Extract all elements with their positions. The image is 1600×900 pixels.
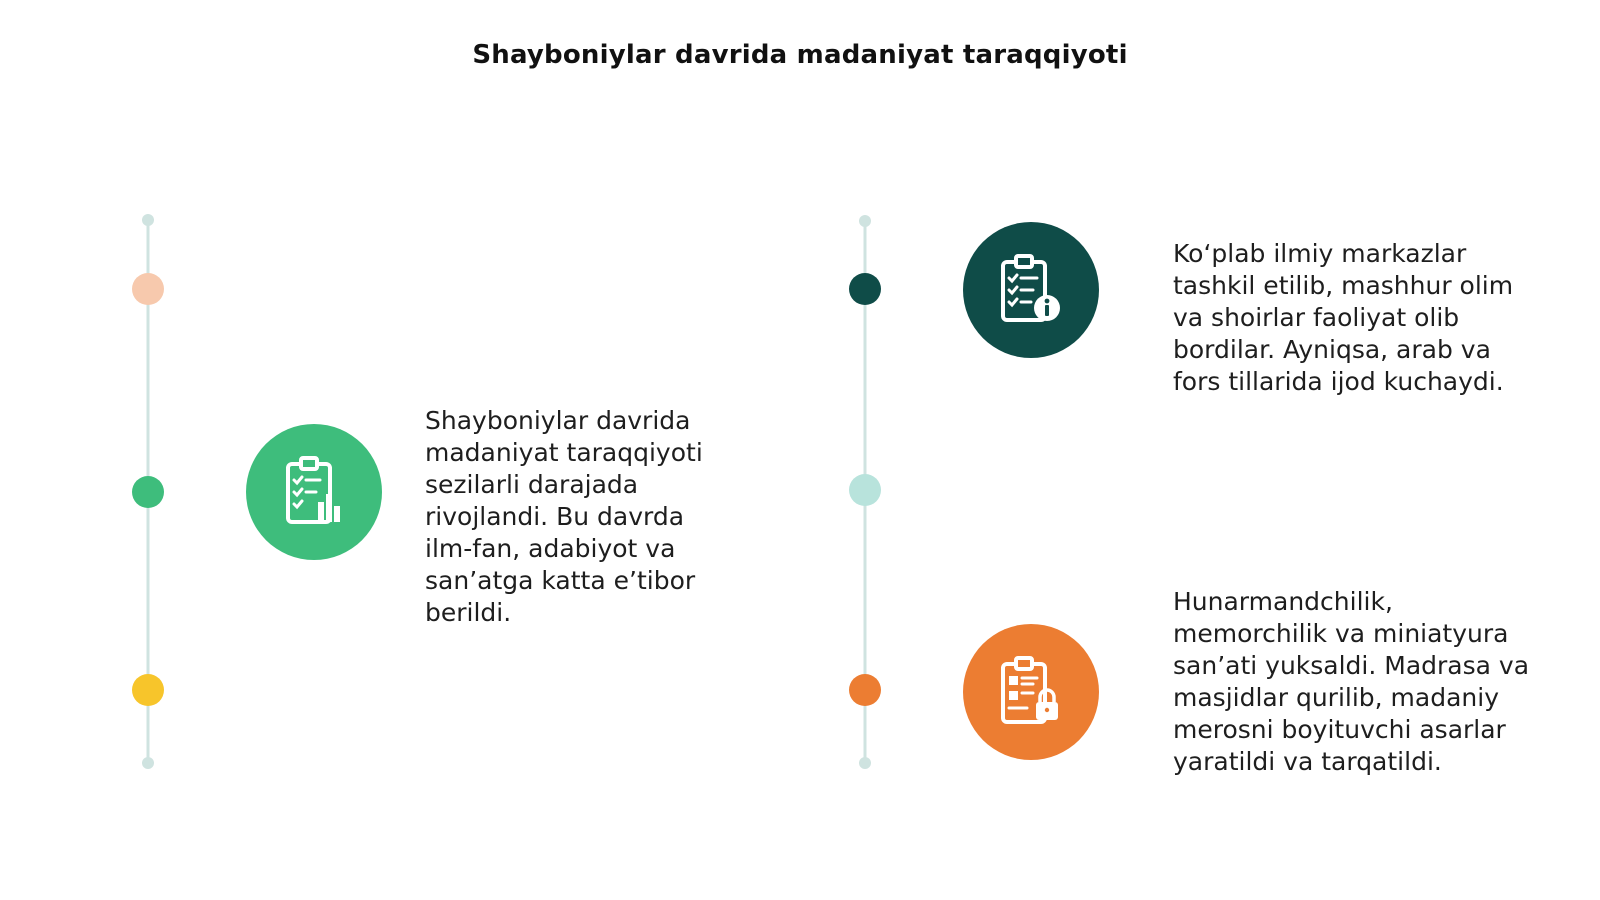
- item-description-3: Hunarmandchilik, memorchilik va miniatyura san’ati yuksaldi. Madrasa va masjidlar qurilib, madaniy merosni boyituvchi asarlar yaratildi va tarqatildi.: [1173, 587, 1530, 776]
- item-description-1: Shayboniylar davrida madaniyat taraqqiyoti sezilarli darajada rivojlandi. Bu davrda ilm-fan, adabiyot va san’atga katta e’tibor berildi.: [425, 406, 703, 627]
- right-timeline-dot-orange: [849, 674, 881, 706]
- left-timeline-top-cap: [142, 214, 154, 226]
- left-timeline-bottom-cap: [142, 757, 154, 769]
- clipboard-lock-icon: [963, 624, 1099, 760]
- page-title: Shayboniylar davrida madaniyat taraqqiyoti: [472, 40, 1128, 70]
- item-description-2: Ko‘plab ilmiy markazlar tashkil etilib, mashhur olim va shoirlar faoliyat olib bordilar. Ayniqsa, arab va fors tillarida ijod kuchaydi.: [1173, 239, 1514, 396]
- right-timeline-dot-dark-teal: [849, 273, 881, 305]
- right-timeline-bottom-cap: [859, 757, 871, 769]
- left-timeline-dot-green: [132, 476, 164, 508]
- clipboard-info-icon: [963, 222, 1099, 358]
- clipboard-chart-icon: [246, 424, 382, 560]
- right-timeline-dot-light-teal: [849, 474, 881, 506]
- left-timeline-dot-peach: [132, 273, 164, 305]
- right-timeline-top-cap: [859, 215, 871, 227]
- left-timeline-dot-yellow: [132, 674, 164, 706]
